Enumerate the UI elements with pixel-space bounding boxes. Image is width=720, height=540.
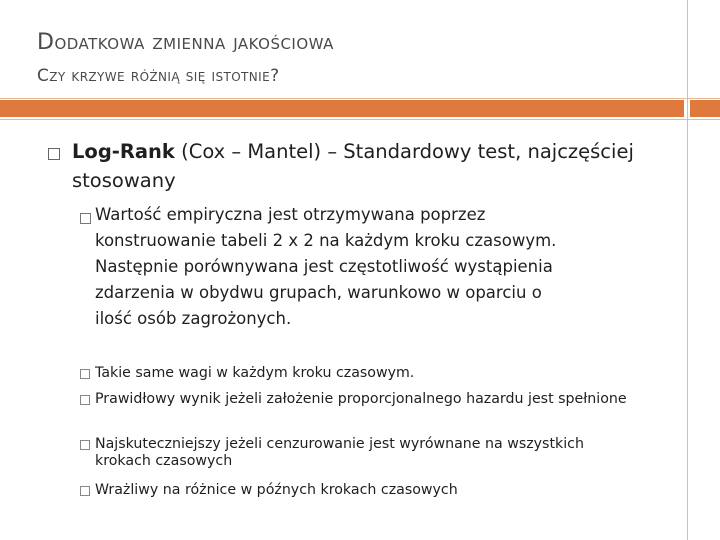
accent-bar-left [0, 100, 684, 117]
main-bullet-rest: (Cox – Mantel) – Standardowy test, najczęściej stosowany [72, 140, 634, 192]
accent-bar-right [690, 100, 720, 117]
slide-subtitle: Czy krzywe różnią się istotnie? [37, 66, 280, 86]
square-bullet-icon [80, 440, 90, 450]
detail-text: Wrażliwy na różnice w późnych krokach czasowych [95, 482, 458, 498]
slide-title: Dodatkowa zmienna jakościowa [37, 30, 334, 55]
decorative-bottom-line [0, 119, 720, 120]
square-bullet-icon [80, 395, 90, 405]
detail-text: Prawidłowy wynik jeżeli założenie proporcjonalnego hazardu jest spełnione [95, 391, 627, 407]
main-bullet-text [72, 137, 672, 195]
detail-text: Najskuteczniejszy jeżeli cenzurowanie jest wyrównane na wszystkich krokach czasowych [95, 436, 584, 469]
decorative-vertical-line [687, 0, 688, 540]
square-bullet-icon [48, 148, 60, 160]
square-bullet-icon [80, 486, 90, 496]
square-bullet-icon [80, 213, 91, 224]
detail-text: Takie same wagi w każdym kroku czasowym. [95, 365, 415, 381]
main-bullet-bold: Log-Rank [72, 140, 175, 163]
square-bullet-icon [80, 369, 90, 379]
sub-bullet-text: Wartość empiryczna jest otrzymywana poprzez konstruowanie tabeli 2 x 2 na każdym kroku czasowym. Następnie porównywana jest częstotliwość wystąpienia zdarzenia w obydwu grupach, warunkowo w oparciu o ilość osób zagrożonych. [95, 205, 557, 328]
decorative-top-line [0, 98, 720, 99]
